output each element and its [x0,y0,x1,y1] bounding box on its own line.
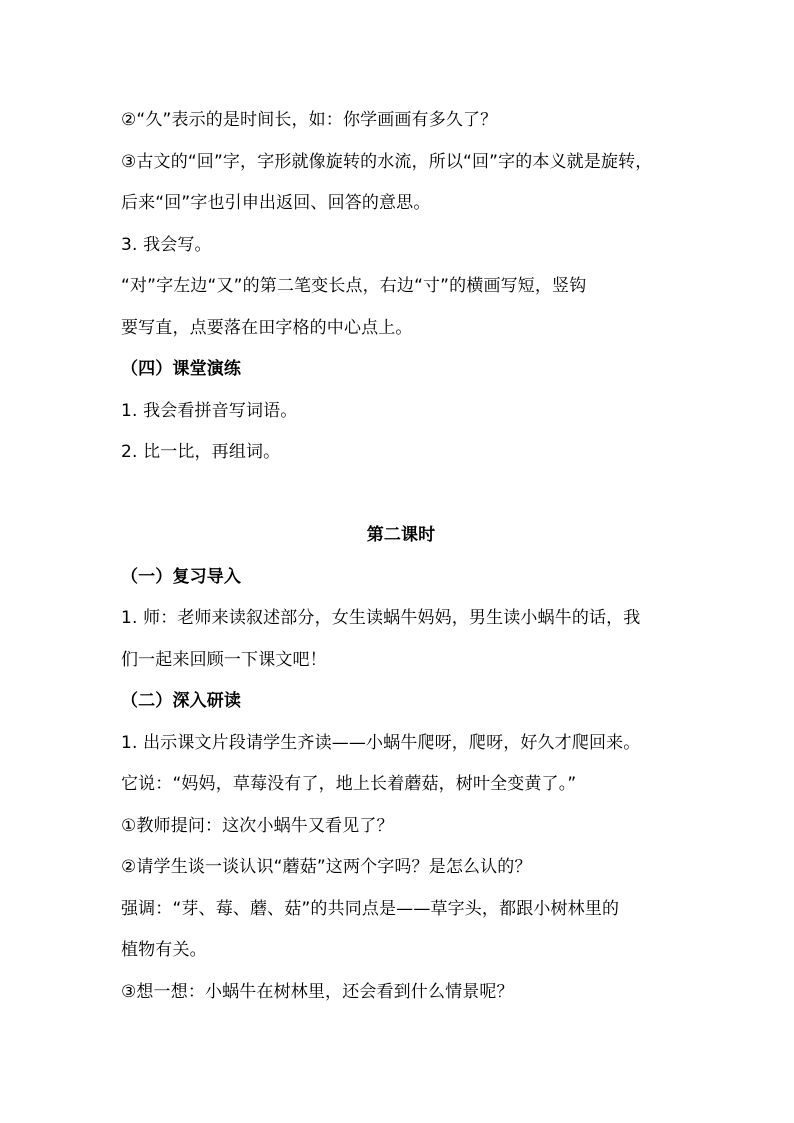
paragraph-line: 后来“回”字也引申出返回、回答的意思。 [121,193,431,213]
lesson-title: 第二课时 [366,525,436,545]
paragraph-line: 要写直，点要落在田字格的中心点上。 [121,317,413,338]
paragraph-line: 强调：“芽、莓、蘑、菇”的共同点是——草字头，都跟小树林里的 [121,898,620,919]
paragraph-line: 植物有关。 [121,940,207,960]
paragraph-line: ①教师提问：这次小蜗牛又看见了？ [121,815,394,836]
paragraph-line: 3. 我会写。 [121,234,212,255]
section-heading: （一）复习导入 [121,566,242,587]
blank-line [121,474,681,516]
paragraph-line: 2. 比一比，再组词。 [121,442,281,462]
section-heading: （四）课堂演练 [121,359,242,379]
document-body [121,100,681,1013]
paragraph-line: 1. 出示课文片段请学生齐读——小蜗牛爬呀，爬呀，好久才爬回来。 [121,732,641,753]
section-heading: （二）深入研读 [121,691,242,711]
paragraph-line: 它说：“妈妈，草莓没有了，地上长着蘑菇，树叶全变黄了。” [121,774,577,794]
paragraph-line: 们一起来回顾一下课文吧！ [121,649,327,670]
paragraph-line: ②“久”表示的是时间长，如：你学画画有多久了？ [121,110,498,130]
paragraph-line: ③想一想：小蜗牛在树林里，还会看到什么情景呢？ [121,981,514,1002]
paragraph-line: 1. 我会看拼音写词语。 [121,400,298,421]
paragraph-line: “对”字左边“又”的第二笔变长点，右边“寸”的横画写短，竖钩 [121,276,587,296]
paragraph-line: ③古文的“回”字，字形就像旋转的水流，所以“回”字的本义就是旋转， [121,151,653,172]
paragraph-line: ②请学生谈一谈认识“蘑菇”这两个字吗？是怎么认的？ [121,857,532,877]
paragraph-line: 1. 师：老师来读叙述部分，女生读蜗牛妈妈，男生读小蜗牛的话，我 [121,608,641,628]
